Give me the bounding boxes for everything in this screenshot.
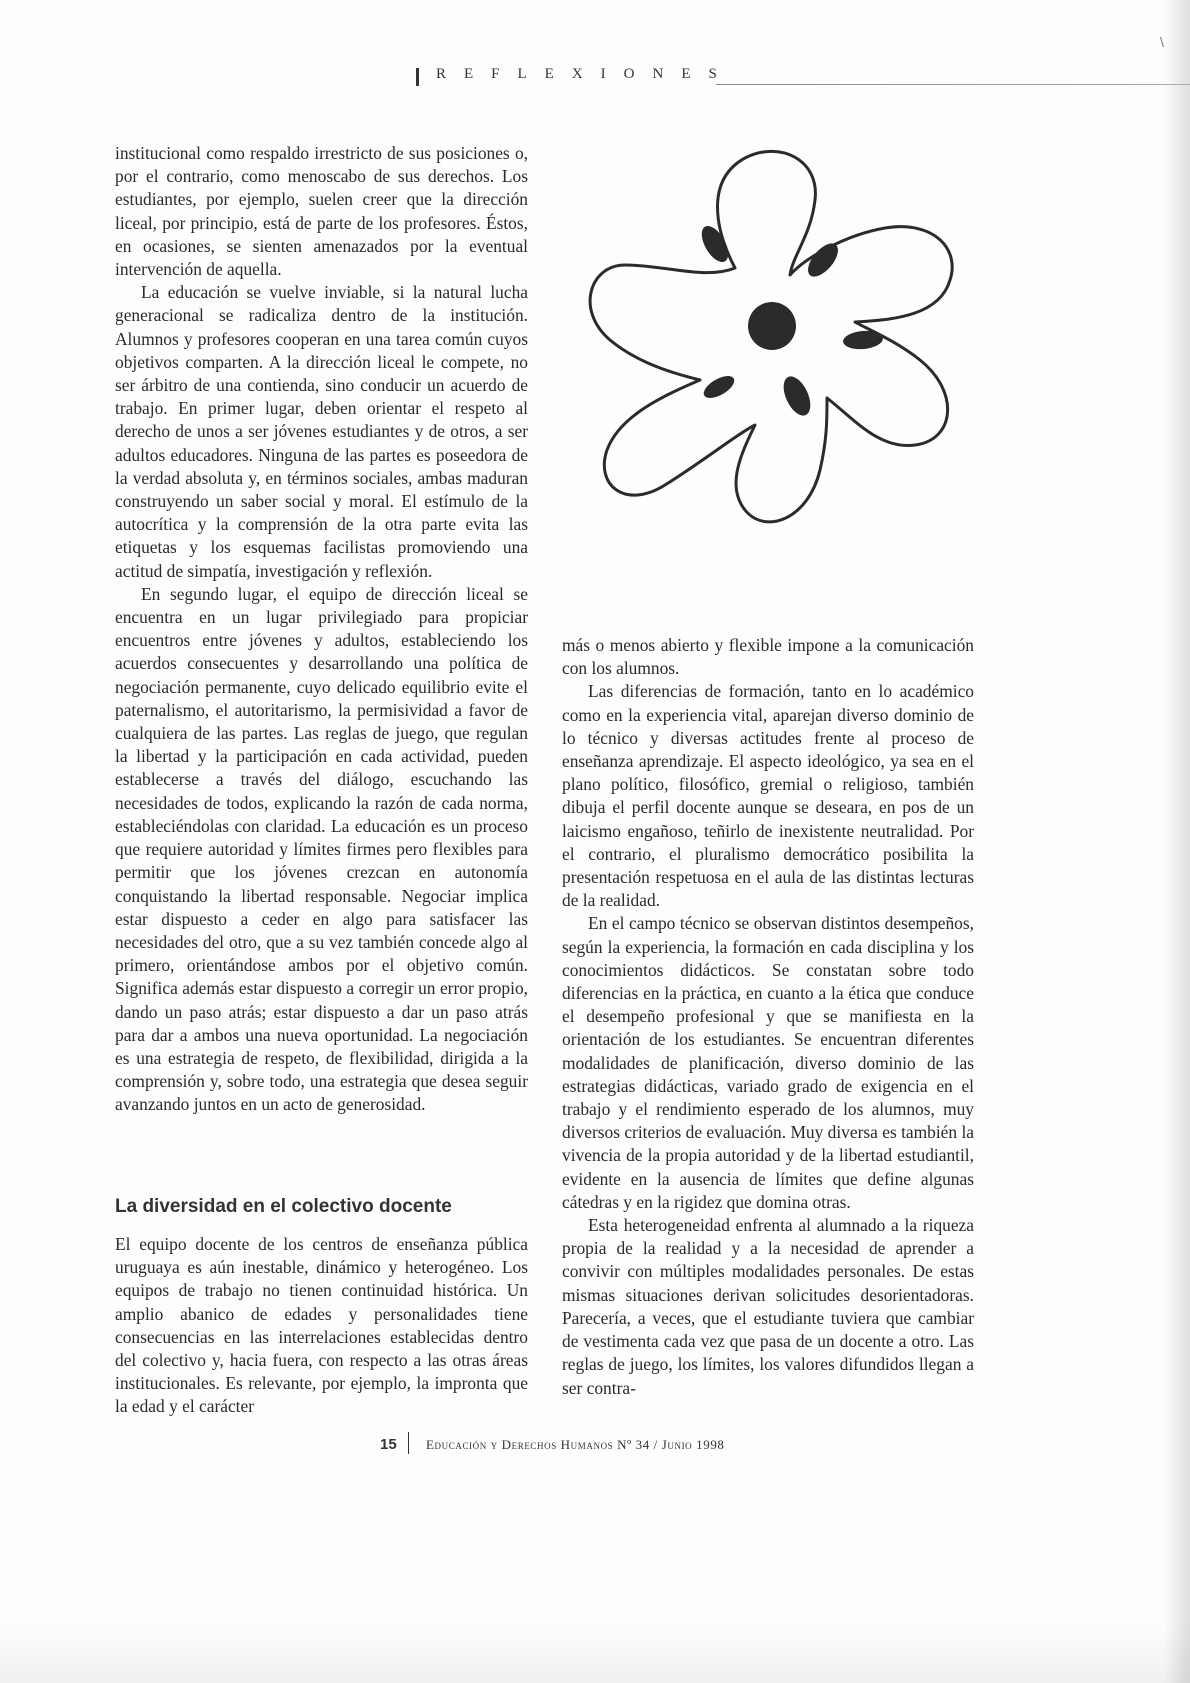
flower-center: [748, 302, 796, 350]
publication-title: Educación y Derechos Humanos Nº 34 / Junio 1998: [426, 1437, 725, 1452]
flower-drawing-icon: [565, 140, 985, 560]
header-section-title: REFLEXIONES: [436, 66, 735, 82]
paragraph: Las diferencias de formación, tanto en lo académico como en la experiencia vital, aparejan diverso dominio de lo técnico y diversas actitudes frente al proceso de enseñanza aprendizaje. El aspecto ideológico, ya sea en el plano político, filosófico, gremial o religioso, también dibuja el perfil docente aunque se deseara, en pos de un laicismo engañoso, teñirlo de inexistente neutralidad. Por el contrario, el pluralismo democrático posibilita la presentación respetuosa en el aula de las distintas lecturas de la realidad.: [562, 681, 974, 911]
paragraph: El equipo docente de los centros de enseñanza pública uruguaya es aún inestable, dinámico y heterogéneo. Los equipos de trabajo no tienen continuidad histórica. Un amplio abanico de edades y personalidades tiene consecuencias en las interrelaciones establecidas dentro del colectivo y, hacia fuera, con respecto a las otras áreas institucionales. Es relevante, por ejemplo, la impronta que la edad y el carácter: [115, 1234, 528, 1417]
paragraph: La educación se vuelve inviable, si la natural lucha generacional se radicaliza dentro de la institución. Alumnos y profesores cooperan en una tarea común cuyos objetivos comparten. A la dirección liceal le compete, no ser árbitro de una contienda, sino conducir un acuerdo de trabajo. En primer lugar, deben orientar el respeto al derecho de unos a ser jóvenes estudiantes y de otros, a ser adultos educadores. Ninguna de las partes es poseedora de la verdad absoluta y, en términos sociales, ambas maduran construyendo un saber social y moral. El estímulo de la autocrítica y la comprensión de la otra parte evita las etiquetas y los esquemas facilistas promoviendo una actitud de simpatía, investigación y reflexión.: [115, 282, 528, 581]
section-heading: La diversidad en el colectivo docente: [115, 1196, 452, 1217]
paragraph: En segundo lugar, el equipo de dirección liceal se encuentra en un lugar privilegiado para propiciar encuentros entre jóvenes y adultos, estableciendo los acuerdos consecuentes y desarrollando una política de negociación permanente, cuyo delicado equilibrio evite el paternalismo, el autoritarismo, la permisividad a favor de cualquiera de las partes. Las reglas de juego, que regulan la libertad y la participación en cada actividad, pueden establecerse a través del diálogo, escuchando las necesidades de todos, explicando la razón de cada norma, estableciéndolas con claridad. La educación es un proceso que requiere autoridad y límites firmes pero flexibles para permitir que los jóvenes crezcan en autonomía conquistando la libertad responsable. Negociar implica estar dispuesto a ceder en algo para satisfacer las necesidades del otro, que a su vez también concede algo al primero, orientándose ambos por el objetivo común. Significa además estar dispuesto a corregir un error propio, dando un paso atrás; estar dispuesto a dar un paso atrás para dar a ambos una nueva oportunidad. La negociación es una estrategia de respeto, de flexibilidad, dirigida a la comprensión y, sobre todo, una estrategia que desea seguir avanzando juntos en un acto de generosidad.: [115, 583, 528, 1115]
running-header: [416, 66, 976, 90]
page-footer: [380, 1436, 980, 1460]
header-bar: [416, 68, 419, 86]
page-number: 15: [380, 1436, 397, 1453]
left-column: [115, 142, 528, 1117]
paragraph: institucional como respaldo irrestricto de sus posiciones o, por el contrario, como menoscabo de sus derechos. Los estudiantes, por ejemplo, suelen creer que la dirección liceal, por principio, está de parte de los profesores. Éstos, en ocasiones, se sienten amenazados por la eventual intervención de aquella.: [115, 143, 528, 280]
page-shadow-bottom: [0, 1623, 1190, 1683]
right-column: [562, 634, 974, 1400]
paragraph: Esta heterogeneidad enfrenta al alumnado a la riqueza propia de la realidad y a la necesidad de aprender a convivir con múltiples modalidades personales. De estas mismas situaciones derivan solicitudes desorientadoras. Parecería, a veces, que el estudiante tuviera que cambiar de vestimenta cada vez que pasa de un docente a otro. Las reglas de juego, los límites, los valores difundidos llegan a ser contra-: [562, 1215, 974, 1398]
footer-separator: [408, 1432, 409, 1454]
flower-svg: [565, 140, 985, 560]
page-shadow-right: [1164, 0, 1190, 1683]
corner-mark: \: [1160, 34, 1164, 50]
paragraph: más o menos abierto y flexible impone a la comunicación con los alumnos.: [562, 635, 974, 679]
header-rule: [716, 84, 1190, 85]
left-column-continued: [115, 1233, 528, 1419]
paragraph: En el campo técnico se observan distintos desempeños, según la experiencia, la formación en cada disciplina y los conocimientos didácticos. Se constatan sobre todo diferencias en la práctica, en cuanto a la ética que conduce el desempeño profesional y que se manifiesta en la orientación de los estudiantes. Se encuentran diferentes modalidades de planificación, diverso dominio de las estrategias didácticas, variado grado de exigencia en el trabajo y el rendimiento esperado de los alumnos, muy diversos criterios de evaluación. Muy diversa es también la vivencia de la propia autoridad y de la libertad estudiantil, evidente en la ausencia de límites que define algunas cátedras y en la rigidez que domina otras.: [562, 913, 974, 1212]
